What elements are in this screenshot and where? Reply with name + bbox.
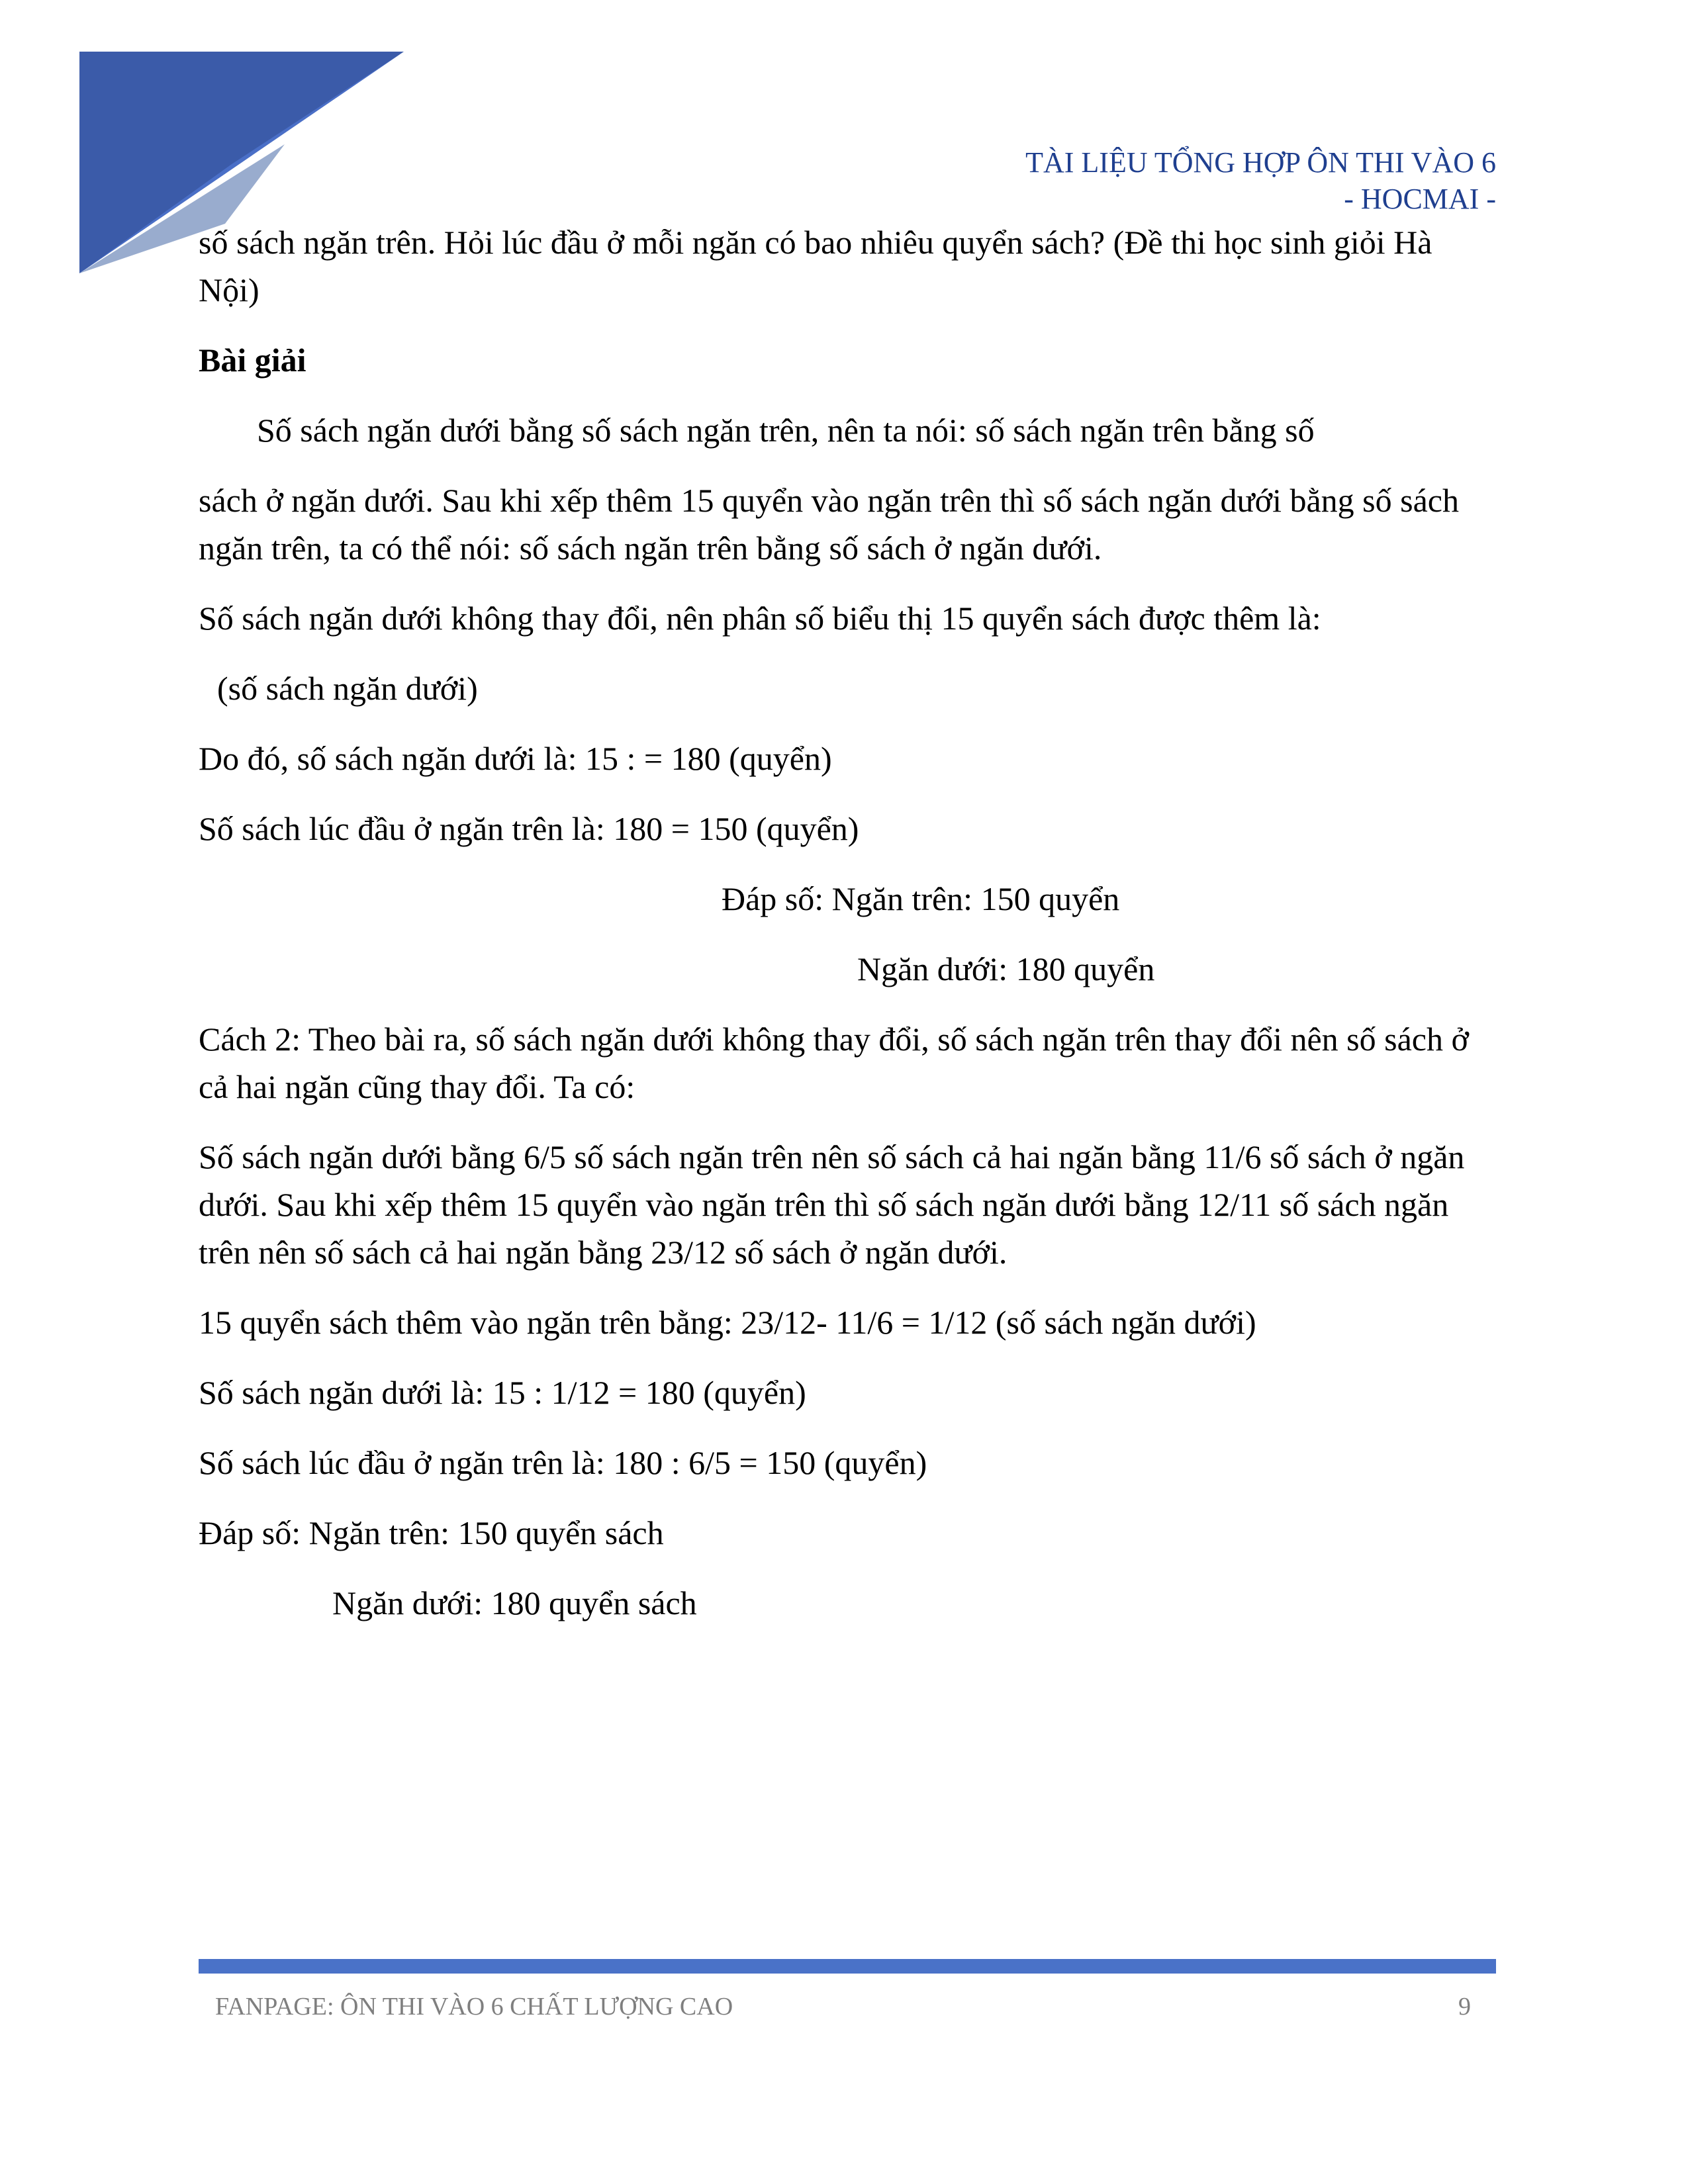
page-number: 9 xyxy=(1458,1993,1471,2021)
solution-heading: Bài giải xyxy=(199,341,306,379)
paragraph-9: 15 quyển sách thêm vào ngăn trên bằng: 23/12- 11/6 = 1/12 (số sách ngăn dưới) xyxy=(199,1304,1256,1341)
paragraph-1: Số sách ngăn dưới bằng số sách ngăn trên, nên ta nói: số sách ngăn trên bằng số xyxy=(257,412,1315,449)
answer-line-4: Ngăn dưới: 180 quyển sách xyxy=(332,1584,697,1621)
document-header xyxy=(1025,144,1496,217)
paragraph-10: Số sách ngăn dưới là: 15 : 1/12 = 180 (quyển) xyxy=(199,1374,806,1411)
paragraph-11: Số sách lúc đầu ở ngăn trên là: 180 : 6/5 = 150 (quyển) xyxy=(199,1444,927,1481)
header-subtitle: - HOCMAI - xyxy=(1344,183,1496,215)
header-title: TÀI LIỆU TỔNG HỢP ÔN THI VÀO 6 xyxy=(1025,146,1496,179)
problem-continuation: số sách ngăn trên. Hỏi lúc đầu ở mỗi ngăn có bao nhiêu quyển sách? (Đề thi học sinh giỏi Hà Nội) xyxy=(199,224,1432,308)
footer-divider xyxy=(199,1959,1496,1974)
document-body xyxy=(199,218,1496,1627)
paragraph-7: Cách 2: Theo bài ra, số sách ngăn dưới không thay đổi, số sách ngăn trên thay đổi nên số sách ở cả hai ngăn cũng thay đổi. Ta có: xyxy=(199,1021,1469,1105)
paragraph-2: sách ở ngăn dưới. Sau khi xếp thêm 15 quyển vào ngăn trên thì số sách ngăn dưới bằng số sách ngăn trên, ta có thể nói: số sách ngăn trên bằng số sách ở ngăn dưới. xyxy=(199,482,1459,567)
paragraph-5: Do đó, số sách ngăn dưới là: 15 : = 180 (quyển) xyxy=(199,740,832,777)
paragraph-3: Số sách ngăn dưới không thay đổi, nên phân số biểu thị 15 quyển sách được thêm là: xyxy=(199,600,1321,637)
footer-fanpage: FANPAGE: ÔN THI VÀO 6 CHẤT LƯỢNG CAO xyxy=(215,1993,733,2021)
answer-line-3: Đáp số: Ngăn trên: 150 quyển sách xyxy=(199,1514,664,1551)
answer-line-2: Ngăn dưới: 180 quyển xyxy=(857,950,1155,987)
paragraph-8: Số sách ngăn dưới bằng 6/5 số sách ngăn trên nên số sách cả hai ngăn bằng 11/6 số sách ở ngăn dưới. Sau khi xếp thêm 15 quyển vào ngăn trên thì số sách ngăn dưới bằng 12/11 số sách ngăn trên nên số sách cả hai ngăn bằng 23/12 số sách ở ngăn dưới. xyxy=(199,1138,1465,1271)
paragraph-4: (số sách ngăn dưới) xyxy=(217,670,478,707)
paragraph-6: Số sách lúc đầu ở ngăn trên là: 180 = 150 (quyển) xyxy=(199,810,859,847)
answer-line-1: Đáp số: Ngăn trên: 150 quyển xyxy=(722,880,1120,917)
